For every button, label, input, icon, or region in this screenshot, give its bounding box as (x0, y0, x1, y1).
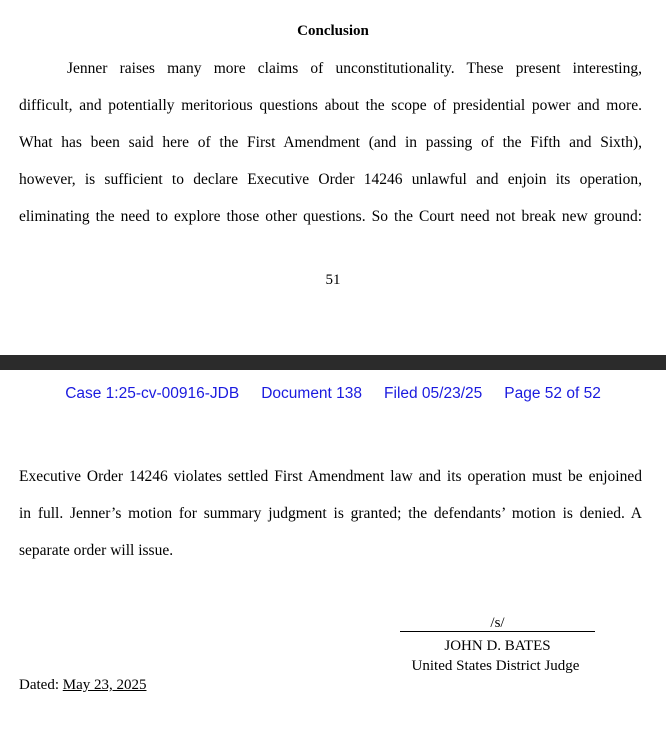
page-number: 51 (325, 272, 341, 288)
page-separator (0, 355, 666, 370)
judge-name: JOHN D. BATES (444, 638, 551, 654)
paragraph-line: in full. Jenner’s motion for summary judgment is granted; the defendants’ motion is denied. A (19, 505, 642, 522)
section-heading: Conclusion (297, 23, 369, 39)
case-number: Case 1:25-cv-00916-JDB (65, 385, 240, 402)
paragraph-line: Executive Order 14246 violates settled First Amendment law and its operation must be enjoined (19, 468, 642, 485)
paragraph-line: separate order will issue. (19, 542, 174, 559)
dated-value: May 23, 2025 (62, 677, 147, 693)
ecf-header-stamp (0, 385, 666, 403)
signature-mark: /s/ (490, 615, 505, 631)
paragraph-line: Jenner raises many more claims of unconstitutionality. These present interesting, (67, 60, 642, 77)
paragraph-line: eliminating the need to explore those other questions. So the Court need not break new ground: (19, 208, 642, 225)
paragraph-line: difficult, and potentially meritorious questions about the scope of presidential power and more. (19, 97, 642, 114)
page-count: Page 52 of 52 (504, 385, 601, 402)
dated-label: Dated: (19, 677, 59, 693)
page-51-bottom (0, 0, 666, 355)
signature-block (400, 615, 595, 676)
dated-line (19, 677, 146, 694)
paragraph-line: What has been said here of the First Amendment (and in passing of the Fifth and Sixth), (19, 134, 642, 151)
page-52-top (0, 370, 666, 738)
holding-paragraph (19, 458, 642, 569)
conclusion-paragraph (19, 50, 642, 235)
document-number: Document 138 (261, 385, 363, 402)
signature-line (400, 631, 595, 632)
filed-date: Filed 05/23/25 (384, 385, 483, 402)
judge-title: United States District Judge (411, 658, 580, 674)
paragraph-line: however, is sufficient to declare Executive Order 14246 unlawful and enjoin its operation, (19, 171, 642, 188)
